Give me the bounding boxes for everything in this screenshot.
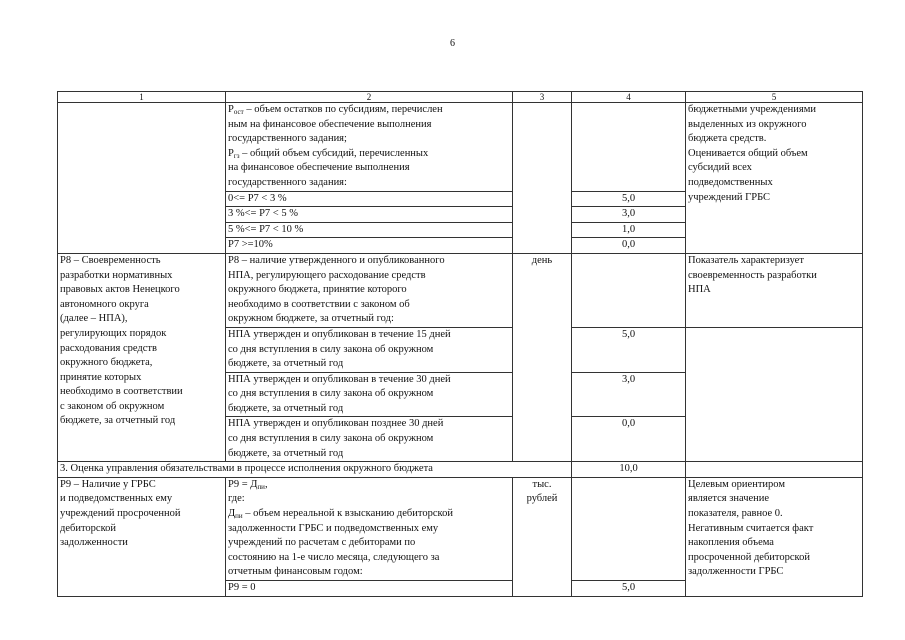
p8-note xyxy=(686,253,863,327)
p7-note-line: выделенных из окружного xyxy=(688,118,807,130)
p8-name-line: Р8 – Своевременность xyxy=(60,254,161,266)
p9-name-line: дебиторской xyxy=(60,522,117,534)
p9-unit xyxy=(513,477,572,596)
p8-score: 3,0 xyxy=(572,372,686,417)
p8-score-empty xyxy=(572,253,686,327)
p9-name-line: задолженности xyxy=(60,537,128,549)
p8-desc-line: окружном бюджете, за отчетный год: xyxy=(228,313,394,325)
p7-note-line: подведомственных xyxy=(688,176,773,188)
p9-where: где: xyxy=(228,493,245,505)
p7-score: 5,0 xyxy=(572,191,686,207)
p8-name-line: окружного бюджета, xyxy=(60,357,153,369)
section3-title: 3. Оценка управления обязательствами в процессе исполнения окружного бюджета xyxy=(58,462,572,478)
p8-name-line: (далее – НПА), xyxy=(60,313,128,325)
section3-note-empty xyxy=(686,462,863,478)
p8-condition-line: со дня вступления в силу закона об окружном xyxy=(228,433,434,445)
p8-unit: день xyxy=(513,253,572,461)
p8-condition-line: со дня вступления в силу закона об окружном xyxy=(228,343,434,355)
p8-name-line: правовых актов Ненецкого xyxy=(60,284,180,296)
p8-condition-line: НПА утвержден и опубликован в течение 30 дней xyxy=(228,373,451,385)
p8-name-line: автономного округа xyxy=(60,298,149,310)
table-header-row xyxy=(58,92,863,103)
header-col-2: 2 xyxy=(226,92,513,103)
p8-name-line: расходования средств xyxy=(60,342,157,354)
p8-note-empty xyxy=(686,327,863,461)
p9-name-line: учреждений просроченной xyxy=(60,508,181,520)
p8-name xyxy=(58,253,226,461)
p8-score: 0,0 xyxy=(572,417,686,462)
p8-score: 5,0 xyxy=(572,327,686,372)
p7-score: 0,0 xyxy=(572,238,686,254)
p9-score: 5,0 xyxy=(572,581,686,597)
p9-name xyxy=(58,477,226,596)
p8-condition-line: бюджете, за отчетный год xyxy=(228,402,344,414)
p8-name-line: принятие которых xyxy=(60,371,142,383)
p8-condition-line: НПА утвержден и опубликован в течение 15 дней xyxy=(228,328,451,340)
p9-name-line: и подведомственных ему xyxy=(60,493,173,505)
p8-name-line: разработки нормативных xyxy=(60,269,173,281)
p7-condition: 5 %<= Р7 < 10 % xyxy=(226,222,513,238)
p7-note-line: бюджетными учреждениями xyxy=(688,104,816,115)
p9-unit-line: тыс. xyxy=(532,478,552,490)
p8-description xyxy=(226,253,513,327)
table-row xyxy=(58,462,863,478)
p9-name-line: Р9 – Наличие у ГРБС xyxy=(60,478,156,490)
table-row xyxy=(58,477,863,580)
p9-desc-line: состоянию на 1-е число месяца, следующего за xyxy=(228,551,440,563)
p7-score: 3,0 xyxy=(572,207,686,223)
p7-desc-line: ным на финансовое обеспечение выполнения xyxy=(228,118,432,130)
p7-score-empty xyxy=(572,103,686,192)
p8-desc-line: окружного бюджета, принятие которого xyxy=(228,284,407,296)
p8-desc-line: НПА, регулирующего расходование средств xyxy=(228,269,426,281)
p7-desc-line: $Р_{ост}$ – объем остатков по субсидиям, перечислен xyxy=(228,104,443,116)
p7-unit-cell xyxy=(513,103,572,254)
p9-desc-line: учреждений по расчетам с дебиторами по xyxy=(228,537,416,549)
p9-desc-line: отчетным финансовым годом: xyxy=(228,566,363,578)
p9-note-line: накопления объема xyxy=(688,537,774,549)
p7-desc-line: $Р_{гз}$ – общий объем субсидий, перечисленных xyxy=(228,147,429,160)
p9-note-line: Целевым ориентиром xyxy=(688,478,785,490)
p8-condition xyxy=(226,372,513,417)
p9-score-empty xyxy=(572,477,686,580)
p9-description xyxy=(226,477,513,580)
header-col-3: 3 xyxy=(513,92,572,103)
p9-condition: Р9 = 0 xyxy=(226,581,513,597)
p7-note-line: бюджета средств. xyxy=(688,133,767,145)
p7-condition: Р7 >=10% xyxy=(226,238,513,254)
p8-note-line: НПА xyxy=(688,284,711,296)
p8-condition-line: бюджете, за отчетный год xyxy=(228,447,344,459)
p9-note-line: просроченной дебиторской xyxy=(688,551,810,563)
p8-name-line: регулирующих порядок xyxy=(60,327,167,339)
table-row xyxy=(58,253,863,327)
p9-note-line: показателя, равное 0. xyxy=(688,508,783,520)
p8-desc-line: Р8 – наличие утвержденного и опубликованного xyxy=(228,254,445,266)
p7-desc-line: государственного задания; xyxy=(228,133,347,145)
p8-condition-line: со дня вступления в силу закона об окружном xyxy=(228,388,434,400)
p9-formula: $Р9 = Д_{пи}$, xyxy=(228,478,268,491)
p9-note-line: является значение xyxy=(688,493,770,505)
p7-note xyxy=(686,103,863,254)
p9-note-line: Негативным считается факт xyxy=(688,522,814,534)
p9-note-line: задолженности ГРБС xyxy=(688,566,784,578)
p8-desc-line: необходимо в соответствии с законом об xyxy=(228,298,410,310)
p8-condition-line: бюджете, за отчетный год xyxy=(228,358,344,370)
p7-desc-line: на финансовое обеспечение выполнения xyxy=(228,162,410,174)
p7-desc-line: государственного задания: xyxy=(228,176,347,188)
p8-name-line: бюджете, за отчетный год xyxy=(60,415,176,427)
section3-score: 10,0 xyxy=(572,462,686,478)
header-col-4: 4 xyxy=(572,92,686,103)
p9-definition: $Д_{пи}$ – объем нереальной к взысканию дебиторской xyxy=(228,508,453,521)
p7-description xyxy=(226,103,513,192)
indicator-table xyxy=(57,91,863,597)
header-col-1: 1 xyxy=(58,92,226,103)
p7-condition: 0<= Р7 < 3 % xyxy=(226,191,513,207)
p7-name-cell xyxy=(58,103,226,254)
table-row xyxy=(58,103,863,192)
p9-unit-line: рублей xyxy=(526,493,558,505)
p7-note-line: Оценивается общий объем xyxy=(688,147,808,159)
p9-note xyxy=(686,477,863,596)
p8-condition-line: НПА утвержден и опубликован позднее 30 дней xyxy=(228,418,444,430)
p9-desc-line: задолженности ГРБС и подведомственных ему xyxy=(228,522,439,534)
p8-name-line: необходимо в соответствии xyxy=(60,386,183,398)
p7-score: 1,0 xyxy=(572,222,686,238)
p8-condition xyxy=(226,417,513,462)
page-number: 6 xyxy=(450,38,455,49)
p8-note-line: Показатель характеризует xyxy=(688,254,804,266)
p8-condition xyxy=(226,327,513,372)
p7-condition: 3 %<= Р7 < 5 % xyxy=(226,207,513,223)
p7-note-line: учреждений ГРБС xyxy=(688,191,771,203)
header-col-5: 5 xyxy=(686,92,863,103)
p8-note-line: своевременность разработки xyxy=(688,269,817,281)
p7-note-line: субсидий всех xyxy=(688,162,752,174)
p8-name-line: с законом об окружном xyxy=(60,400,165,412)
